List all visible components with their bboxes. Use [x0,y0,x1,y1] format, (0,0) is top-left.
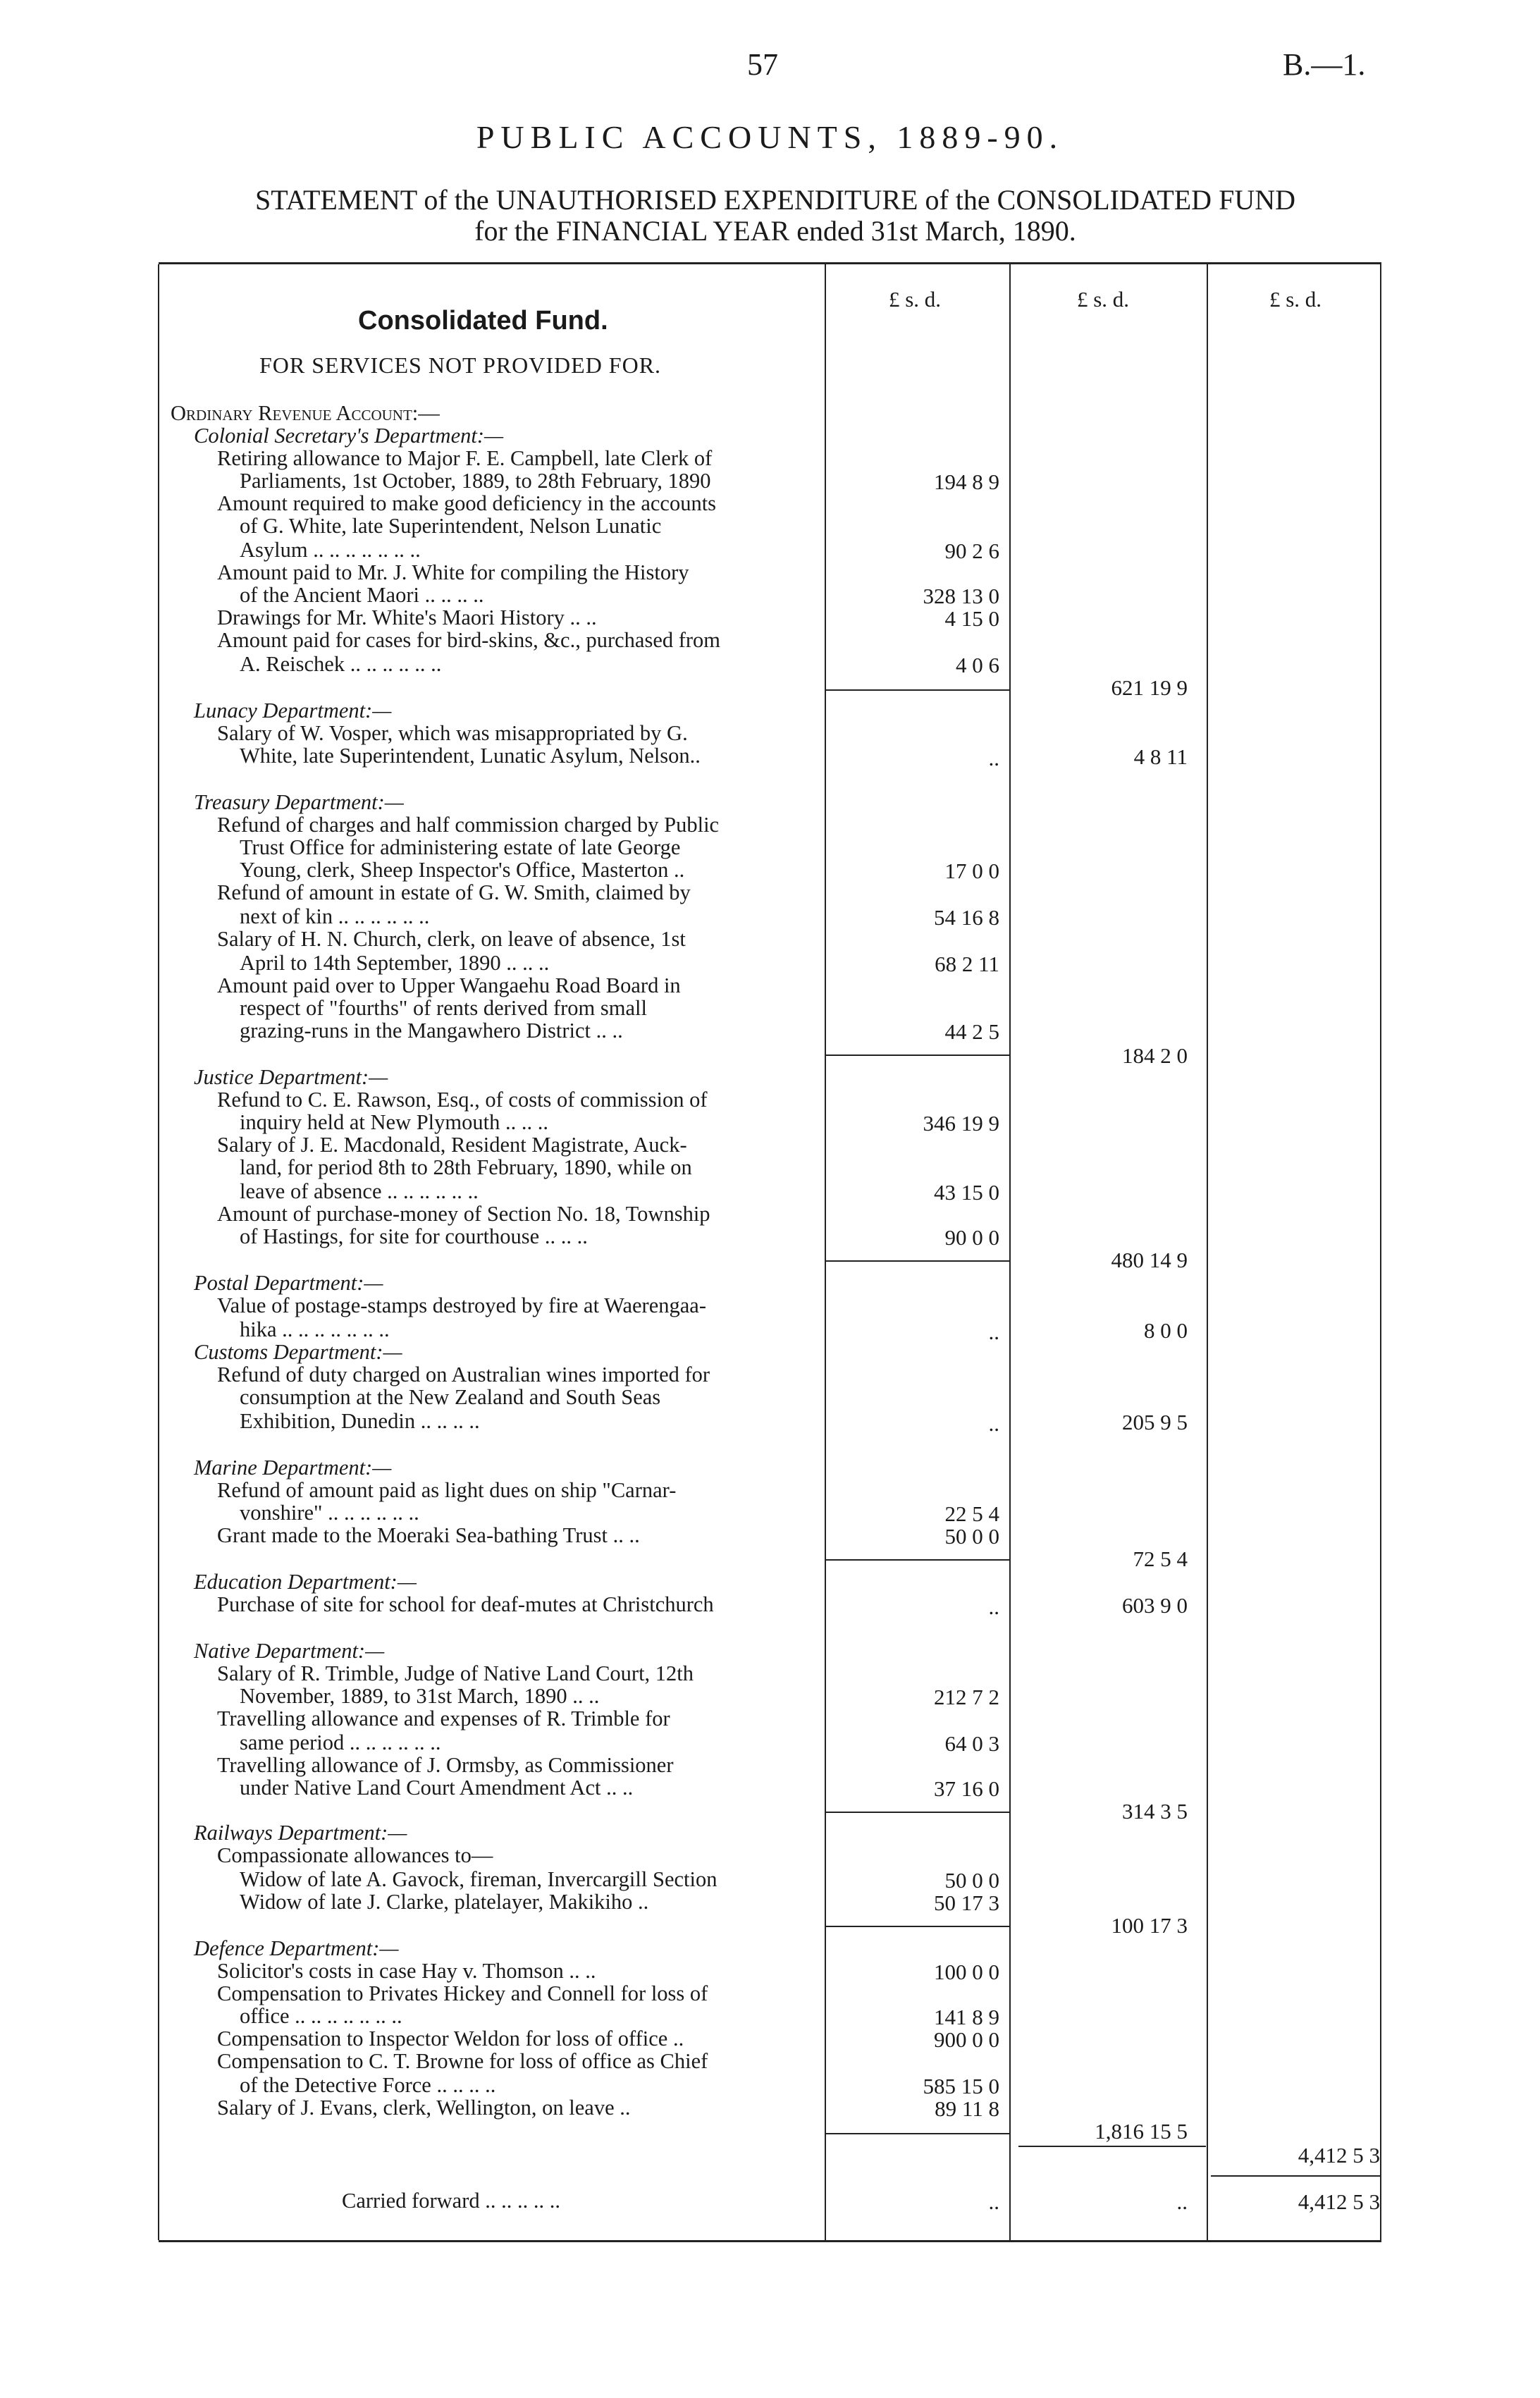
subtotal-rule [826,1812,1009,1813]
amount-cell: 50 17 3 [934,1890,999,1915]
column-divider [825,264,826,2240]
subtotal-cell: 8 0 0 [1144,1318,1188,1343]
item-line: land, for period 8th to 28th February, 1890, while on [240,1155,692,1179]
item-line: same period .. .. .. .. .. .. [240,1730,441,1754]
carried-forward-label: Carried forward .. .. .. .. .. [342,2189,560,2213]
amount-cell: 17 0 0 [944,859,999,883]
department-heading: Education Department:— [194,1570,417,1594]
subtotal-rule [826,1260,1009,1262]
amount-cell: 68 2 11 [935,952,999,976]
item-line: Travelling allowance and expenses of R. Trimble for [217,1707,670,1730]
department-heading: Customs Department:— [194,1340,402,1364]
item-line: respect of "fourths" of rents derived from small [240,996,647,1020]
table-left-border [158,264,159,2240]
series-reference: B.—1. [1283,47,1366,82]
carried-forward-total: 4,412 5 3 [1298,2189,1380,2214]
item-line: Value of postage-stamps destroyed by fire at Waerengaa- [217,1293,706,1317]
heading-line-2: for the FINANCIAL YEAR ended 31st March, 1890. [474,215,1076,247]
amount-cell: 64 0 3 [944,1731,999,1756]
amount-cell: 141 8 9 [934,2005,999,2029]
fund-title: Consolidated Fund. [358,306,608,336]
subtotal-cell: 100 17 3 [1111,1913,1188,1938]
subtotal-cell: 314 3 5 [1122,1799,1188,1824]
item-line: Amount paid over to Upper Wangaehu Road Board in [217,973,681,997]
amount-cell: 90 0 0 [944,1225,999,1250]
amount-cell: 22 5 4 [944,1501,999,1526]
item-line: Refund of duty charged on Australian wines imported for [217,1363,710,1386]
item-line: Compensation to Privates Hickey and Connell for loss of [217,1981,708,2005]
item-line: White, late Superintendent, Lunatic Asylum, Nelson.. [240,744,701,768]
subtotal-cell: 603 9 0 [1122,1593,1188,1618]
item-line: Young, clerk, Sheep Inspector's Office, Masterton .. [240,858,685,882]
item-line: Retiring allowance to Major F. E. Campbell, late Clerk of [217,446,713,470]
heading-line-1: STATEMENT of the UNAUTHORISED EXPENDITURE of the CONSOLIDATED FUND [255,184,1295,216]
item-line: Widow of late A. Gavock, fireman, Invercargill Section [240,1867,717,1891]
column-divider [1009,264,1011,2240]
item-line: office .. .. .. .. .. .. .. [240,2004,402,2028]
page-number: 57 [747,47,778,82]
item-line: Purchase of site for school for deaf-mutes at Christchurch [217,1592,714,1616]
department-heading: Postal Department:— [194,1271,383,1295]
item-line: Amount of purchase-money of Section No. 18, Township [217,1202,710,1226]
item-line: Exhibition, Dunedin .. .. .. .. [240,1409,480,1433]
amount-cell: .. [988,1594,999,1619]
item-line: Compensation to Inspector Weldon for loss of office .. [217,2027,684,2050]
item-line: Trust Office for administering estate of late George [240,835,681,859]
item-line: inquiry held at New Plymouth .. .. .. [240,1110,548,1134]
item-line: of Hastings, for site for courthouse .. .. .. [240,1224,588,1248]
item-line: Grant made to the Moeraki Sea-bathing Trust .. .. [217,1523,640,1547]
item-line: hika .. .. .. .. .. .. .. [240,1317,390,1341]
subtotal-rule [826,1926,1009,1927]
carried-forward-cell: .. [1176,2189,1188,2214]
amount-cell: 212 7 2 [934,1685,999,1709]
item-line: Drawings for Mr. White's Maori History .. .. [217,605,597,629]
amount-cell: .. [988,1320,999,1344]
item-line: Asylum .. .. .. .. .. .. .. [240,538,421,562]
account-heading: Ordinary Revenue Account:— [171,401,440,425]
column-divider [1207,264,1208,2240]
item-line: Travelling allowance of J. Ormsby, as Commissioner [217,1753,674,1777]
subtotal-cell: 72 5 4 [1133,1547,1188,1571]
item-line: Refund to C. E. Rawson, Esq., of costs of commission of [217,1088,708,1112]
subtotal-cell: 4 8 11 [1133,744,1188,769]
carried-forward-cell: .. [988,2189,999,2214]
item-line: Salary of J. E. Macdonald, Resident Magistrate, Auck- [217,1133,687,1157]
amount-cell: 44 2 5 [944,1019,999,1044]
department-heading: Railways Department:— [194,1821,407,1845]
amount-cell: 37 16 0 [934,1776,999,1801]
item-line: under Native Land Court Amendment Act .. .. [240,1776,634,1800]
department-heading: Native Department:— [194,1639,385,1663]
item-line: consumption at the New Zealand and South Seas [240,1385,661,1409]
item-line: A. Reischek .. .. .. .. .. .. [240,652,442,676]
amount-cell: 585 15 0 [923,2074,999,2098]
item-line: Salary of R. Trimble, Judge of Native Land Court, 12th [217,1661,694,1685]
total-cell: 4,412 5 3 [1298,2143,1380,2168]
item-line: November, 1889, to 31st March, 1890 .. .. [240,1684,600,1708]
subtotal-cell: 621 19 9 [1111,675,1188,700]
department-heading: Colonial Secretary's Department:— [194,424,504,448]
item-line: April to 14th September, 1890 .. .. .. [240,951,550,975]
item-line: Refund of amount paid as light dues on ship "Carnar- [217,1478,677,1502]
total-rule [1211,2175,1381,2177]
amount-cell: 900 0 0 [934,2027,999,2052]
statement-heading [141,185,1410,247]
item-line: of the Detective Force .. .. .. .. [240,2073,496,2097]
amount-cell: 89 11 8 [935,2096,999,2121]
subtotal-rule [1018,2146,1206,2147]
item-line: Compensation to C. T. Browne for loss of office as Chief [217,2049,708,2073]
amount-cell: 100 0 0 [934,1960,999,1984]
item-line: vonshire" .. .. .. .. .. .. [240,1501,419,1525]
department-heading: Treasury Department:— [194,790,404,814]
amount-cell: 328 13 0 [923,584,999,608]
subtotal-rule [826,2133,1009,2134]
subtotal-cell: 1,816 15 5 [1095,2119,1188,2144]
subtotal-cell: 205 9 5 [1122,1410,1188,1434]
money-column-header: £ s. d. [888,287,942,312]
department-heading: Defence Department:— [194,1936,399,1960]
item-line: Salary of J. Evans, clerk, Wellington, on leave .. [217,2096,631,2120]
item-line: Salary of W. Vosper, which was misappropriated by G. [217,721,688,745]
item-line: Amount paid to Mr. J. White for compiling the History [217,560,689,584]
department-heading: Marine Department:— [194,1456,392,1480]
item-line: Amount required to make good deficiency in the accounts [217,491,717,515]
item-line: Refund of charges and half commission charged by Public [217,813,720,837]
subtotal-cell: 480 14 9 [1111,1248,1188,1272]
subtotal-rule [826,1559,1009,1561]
amount-cell: .. [988,746,999,770]
amount-cell: .. [988,1411,999,1436]
item-line: Parliaments, 1st October, 1889, to 28th February, 1890 [240,469,711,493]
item-line: Compassionate allowances to— [217,1843,493,1867]
amount-cell: 54 16 8 [934,905,999,930]
item-line: of G. White, late Superintendent, Nelson Lunatic [240,514,662,538]
item-line: Amount paid for cases for bird-skins, &c., purchased from [217,628,721,652]
money-column-header: £ s. d. [1076,287,1130,312]
money-column-header: £ s. d. [1269,287,1322,312]
amount-cell: 50 0 0 [944,1868,999,1893]
amount-cell: 4 15 0 [944,606,999,631]
services-heading: FOR SERVICES NOT PROVIDED FOR. [259,352,662,378]
item-line: of the Ancient Maori .. .. .. .. [240,583,484,607]
department-heading: Justice Department:— [194,1065,388,1089]
amount-cell: 346 19 9 [923,1111,999,1136]
amount-cell: 194 8 9 [934,469,999,494]
subtotal-rule [826,1054,1009,1056]
amount-cell: 90 2 6 [944,539,999,563]
amount-cell: 43 15 0 [934,1180,999,1205]
document-title: PUBLIC ACCOUNTS, 1889-90. [476,119,1064,155]
item-line: leave of absence .. .. .. .. .. .. [240,1179,479,1203]
item-line: Widow of late J. Clarke, platelayer, Makikiho .. [240,1890,649,1914]
table-bottom-rule [159,2240,1381,2242]
subtotal-cell: 184 2 0 [1122,1043,1188,1068]
amount-cell: 50 0 0 [944,1524,999,1549]
table-right-border [1380,264,1381,2240]
amount-cell: 4 0 6 [956,653,999,677]
item-line: next of kin .. .. .. .. .. .. [240,904,430,928]
item-line: Salary of H. N. Church, clerk, on leave of absence, 1st [217,927,686,951]
subtotal-rule [826,689,1009,691]
department-heading: Lunacy Department:— [194,699,392,723]
item-line: Solicitor's costs in case Hay v. Thomson .. .. [217,1959,596,1983]
item-line: grazing-runs in the Mangawhero District .. .. [240,1019,623,1043]
table-top-rule [159,262,1381,264]
item-line: Refund of amount in estate of G. W. Smith, claimed by [217,880,691,904]
